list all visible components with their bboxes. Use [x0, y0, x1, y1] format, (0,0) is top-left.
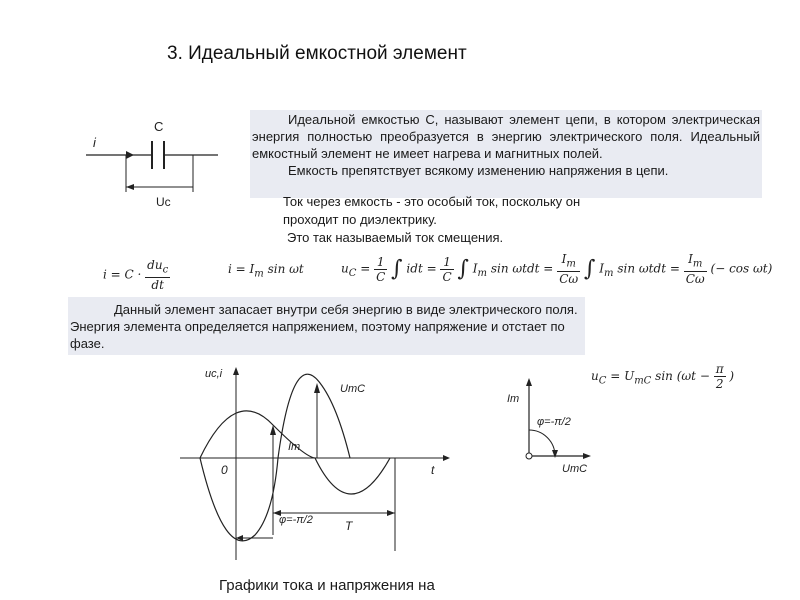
- f3-int3-sub: m: [604, 268, 614, 280]
- page-title: 3. Идеальный емкостной элемент: [167, 43, 467, 64]
- f3-frac-3-num-sub: m: [566, 258, 576, 270]
- phase-label: φ=-π/2: [279, 514, 313, 526]
- f3-int2-sub: m: [477, 268, 488, 280]
- f1-lhs: i = C ·: [103, 267, 142, 282]
- f4-lhs-sub: C: [598, 375, 607, 387]
- voltage-amplitude-label: UmC: [340, 383, 366, 395]
- f3-frac-4-den: Cω: [685, 272, 705, 287]
- x-axis-label: t: [431, 463, 435, 477]
- formula-current-sine: [228, 262, 304, 279]
- f3-eq: =: [360, 261, 371, 276]
- f3-frac-1-num: 1: [374, 255, 387, 270]
- f3-frac-3: [557, 252, 580, 286]
- f1-num-sub: c: [162, 264, 169, 276]
- f4-eq: = U: [610, 369, 635, 383]
- f4-close: ): [729, 369, 735, 383]
- formula-voltage-integral: [341, 252, 772, 286]
- f2-main: i = I: [228, 262, 255, 276]
- energy-text: Данный элемент запасает внутри себя энергию в виде электрического поля. Энергия элемента определяется напряжением, поэтому напряжение и отстает по фазе.: [70, 302, 578, 351]
- energy-box: [68, 297, 585, 355]
- capacitor-circuit-diagram: [80, 110, 230, 210]
- f3-frac-2: [440, 255, 453, 284]
- f3-int1: idt =: [406, 261, 437, 276]
- note-line-1: Ток через емкость - это особый ток, поскольку он: [283, 194, 581, 209]
- f3-frac-1: [374, 255, 387, 284]
- f4-sub: mC: [634, 375, 652, 387]
- f3-int2: I: [472, 261, 478, 276]
- f3-frac-4: [684, 252, 707, 286]
- definition-text-2: Емкость препятствует всякому изменению напряжения в цепи.: [288, 163, 669, 178]
- period-label: T: [345, 519, 353, 533]
- circuit-current-label: i: [93, 135, 96, 150]
- circuit-voltage-label: Uc: [156, 195, 171, 209]
- f4-fraction: [714, 362, 726, 391]
- f3-frac-2-num: 1: [440, 255, 453, 270]
- f4-lhs: u: [591, 369, 599, 383]
- phasor-angle-label: φ=-π/2: [537, 416, 571, 428]
- formula-capacitor-current: [103, 258, 170, 292]
- definition-box: [250, 110, 762, 198]
- note-line-2: проходит по диэлектрику.: [283, 212, 437, 227]
- f2-tail: sin ωt: [267, 262, 304, 276]
- f3-frac-4-num-sub: m: [692, 258, 703, 270]
- waveform-graph: [175, 365, 450, 565]
- f3-frac-2-den: C: [442, 269, 452, 284]
- formula-voltage-sine: [591, 362, 734, 391]
- f4-den: 2: [715, 377, 724, 391]
- f4-num: π: [715, 362, 724, 376]
- phasor-diagram: [500, 370, 600, 475]
- f3-lhs: u: [341, 261, 349, 276]
- f1-den: dt: [151, 278, 164, 293]
- phasor-current-label: Im: [507, 393, 520, 405]
- displacement-current-note: [283, 193, 580, 247]
- f3-int3-tail: sin ωtdt =: [617, 261, 680, 276]
- phasor-voltage-label: UmC: [562, 463, 588, 475]
- integral-icon: ∫: [391, 256, 403, 282]
- f3-frac-3-num: I: [561, 252, 567, 266]
- circuit-capacitor-label: C: [154, 119, 164, 134]
- f4-tail: sin (ωt −: [655, 369, 710, 383]
- f2-sub: m: [254, 268, 264, 280]
- current-amplitude-label: Im: [288, 441, 301, 453]
- f3-int3: I: [599, 261, 605, 276]
- f1-fraction: [145, 258, 170, 292]
- f3-lhs-sub: C: [348, 268, 357, 280]
- f1-num: du: [147, 258, 163, 272]
- f3-frac-3-den: Cω: [559, 272, 579, 287]
- integral-icon: ∫: [584, 256, 596, 282]
- f3-frac-4-num: I: [688, 252, 693, 266]
- origin-label: 0: [221, 463, 228, 477]
- y-axis-label: uc,i: [205, 368, 223, 380]
- integral-icon: ∫: [457, 256, 469, 282]
- f3-end: (− cos ωt): [710, 261, 773, 276]
- definition-text: Идеальной емкостью С, называют элемент цепи, в котором электрическая энергия полностью преобразуется в энергию электрического поля. Идеальный емкостный элемент не имеет нагрева и магнитных полей.: [252, 112, 760, 161]
- f3-frac-1-den: C: [376, 269, 386, 284]
- graph-caption: Графики тока и напряжения на: [219, 577, 435, 594]
- f3-int2-tail: sin ωtdt =: [490, 261, 554, 276]
- note-line-3: Это так называемый ток смещения.: [287, 230, 504, 245]
